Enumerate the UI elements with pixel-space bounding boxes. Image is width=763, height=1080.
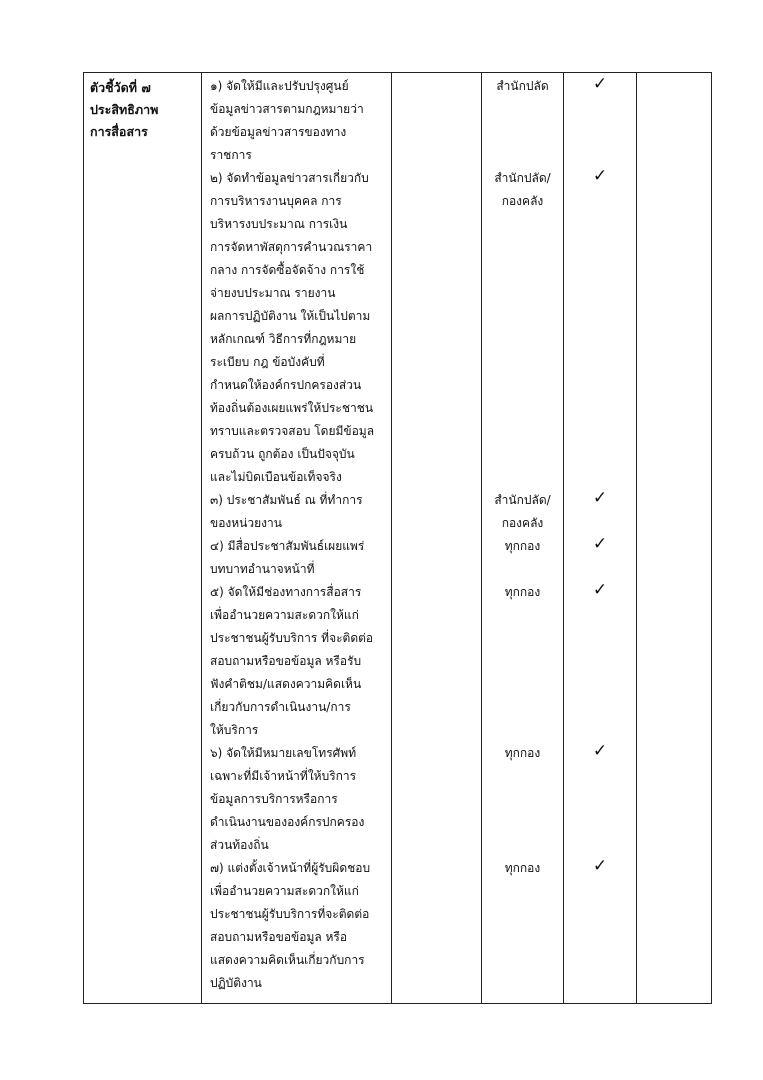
empty-cell-1 [392,73,482,1004]
dept-slot-5: ทุกกอง [504,585,541,599]
check-mark-icon: ✓ [592,741,608,761]
dept-slot-2: สำนักปลัด/ กองคลัง [494,171,551,208]
check-mark-icon: ✓ [592,580,608,600]
indicator-cell [84,73,202,1004]
plan-table [83,72,712,1004]
activity-item-4: ๔) มีสื่อประชาสัมพันธ์เผยแพร่ บทบาทอำนาจหน้าที่ [210,539,365,576]
indicator-name-line-2: การสื่อสาร [90,124,148,139]
activity-item-5: ๕) จัดให้มีช่องทางการสื่อสาร เพื่ออำนวยความสะดวกให้แก่ ประชาชนผู้รับบริการ ที่จะติดต่อ สอบถามหรือขอข้อมูล หรือรับ ฟังคำติชม/แสดงความคิดเห็น เกี่ยวกับการดำเนินงาน/การ ให้บริการ [210,585,374,737]
check-mark-icon: ✓ [592,488,608,508]
department-cell [482,73,564,1004]
dept-slot-6: ทุกกอง [504,746,541,760]
dept-slot-4: ทุกกอง [504,539,541,553]
check-cell [564,73,637,1004]
check-mark-icon: ✓ [592,74,608,94]
check-mark-icon: ✓ [592,856,608,876]
check-mark-icon: ✓ [592,166,608,186]
activity-item-1: ๑) จัดให้มีและปรับปรุงศูนย์ ข้อมูลข่าวสารตามกฎหมายว่า ด้วยข้อมูลข่าวสารของทาง ราชการ [210,79,364,162]
table-row [84,73,712,1004]
activity-item-2: ๒) จัดทำข้อมูลข่าวสารเกี่ยวกับ การบริหารงานบุคคล การ บริหารงบประมาณ การเงิน การจัดหาพัสดุการคำนวณราคา กลาง การจัดซื้อจัดจ้าง การใช้ จ่ายงบประมาณ รายงาน ผลการปฏิบัติงาน ให้เป็นไปตาม หลักเกณฑ์ วิธีการที่กฎหมาย ระเบียบ กฎ ข้อบังคับที่ กำหนดให้องค์กรปกครองส่วน ท้องถิ่นต้องเผยแพร่ให้ประชาชน ทราบและตรวจสอบ โดยมีข้อมูล ครบถ้วน ถูกต้อง เป็นปัจจุบัน และไม่บิดเบือนข้อเท็จจริง [210,171,375,484]
dept-slot-7: ทุกกอง [504,861,541,875]
dept-slot-1: สำนักปลัด [496,79,549,93]
activities-cell [202,73,392,1004]
activity-item-3: ๓) ประชาสัมพันธ์ ณ ที่ทำการ ของหน่วยงาน [210,493,363,530]
activity-item-6: ๖) จัดให้มีหมายเลขโทรศัพท์ เฉพาะที่มีเจ้าหน้าที่ให้บริการ ข้อมูลการบริการหรือการ ดำเนินงานขององค์กรปกครอง ส่วนท้องถิ่น [210,746,365,852]
empty-cell-2 [637,73,712,1004]
indicator-name-line-1: ประสิทธิภาพ [90,102,159,117]
indicator-title: ตัวชี้วัดที่ ๗ [90,80,151,95]
check-mark-icon: ✓ [592,534,608,554]
activity-item-7: ๗) แต่งตั้งเจ้าหน้าที่ผู้รับผิดชอบ เพื่ออำนวยความสะดวกให้แก่ ประชาชนผู้รับบริการที่จะติดต่อ สอบถามหรือขอข้อมูล หรือ แสดงความคิดเห็นเกี่ยวกับการ ปฏิบัติงาน [210,861,371,990]
dept-slot-3: สำนักปลัด/ กองคลัง [494,493,551,530]
